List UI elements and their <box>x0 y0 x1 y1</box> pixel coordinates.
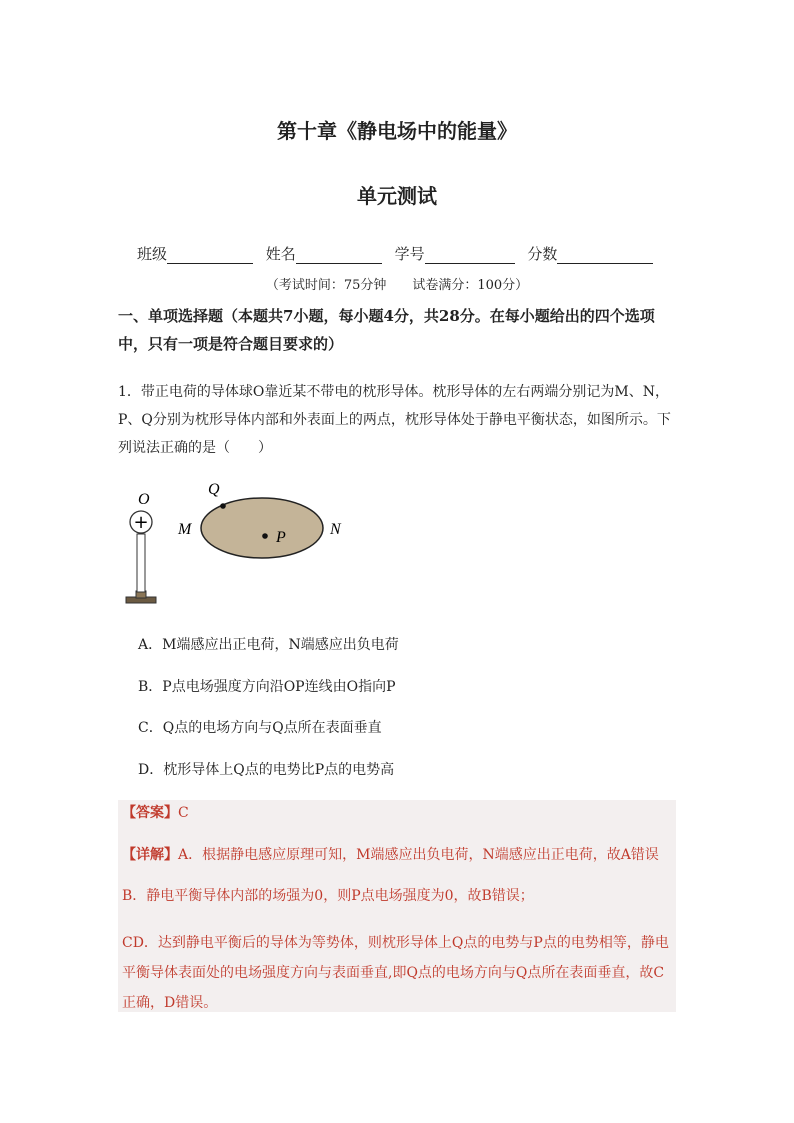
pillow-conductor <box>201 498 323 558</box>
detail-a-text: A．根据静电感应原理可知，M端感应出负电荷，N端感应出正电荷，故A错误 <box>178 847 659 863</box>
detail-line-cd: CD．达到静电平衡后的导体为等势体，则枕形导体上Q点的电势与P点的电势相等，静电平衡导体表面处的电场强度方向与表面垂直,即Q点的电场方向与Q点所在表面垂直，故C正确，D错误。 <box>122 935 669 1011</box>
score-label: 分数 <box>527 245 558 263</box>
option-d[interactable]: D．枕形导体上Q点的电势比P点的电势高 <box>138 762 395 778</box>
answer-value: C <box>178 805 189 821</box>
point-P <box>262 533 268 539</box>
conductor-figure <box>118 480 358 610</box>
plus-sign: + <box>133 512 149 533</box>
option-a[interactable]: A．M端感应出正电荷，N端感应出负电荷 <box>138 637 399 653</box>
label-Q: Q <box>208 481 220 498</box>
detail-line-b: B．静电平衡导体内部的场强为0，则P点电场强度为0，故B错误； <box>122 888 534 904</box>
section-heading: 一、单项选择题（本题共7小题，每小题4分，共28分。在每小题给出的四个选项中，只有一项是符合题目要求的） <box>118 307 655 353</box>
label-P: P <box>276 529 286 546</box>
class-label: 班级 <box>137 245 168 263</box>
answer-line <box>122 802 189 822</box>
page-subtitle: 单元测试 <box>357 184 437 208</box>
id-label: 学号 <box>394 245 425 263</box>
detail-tag: 【详解】 <box>122 847 178 863</box>
name-blank[interactable] <box>296 247 382 264</box>
label-O: O <box>138 491 150 508</box>
stand-pole <box>137 534 145 592</box>
point-Q <box>220 503 226 509</box>
option-b[interactable]: B．P点电场强度方向沿OP连线由O指向P <box>138 679 396 695</box>
score-blank[interactable] <box>557 247 653 264</box>
label-M: M <box>178 521 192 538</box>
student-info-row <box>137 243 653 264</box>
question-stem: 1．带正电荷的导体球O靠近某不带电的枕形导体。枕形导体的左右两端分别记为M、N，P、Q分别为枕形导体内部和外表面上的两点，枕形导体处于静电平衡状态，如图所示。下列说法正确的是（ ） <box>118 384 671 456</box>
name-label: 姓名 <box>265 245 296 263</box>
page-title: 第十章《静电场中的能量》 <box>277 119 517 143</box>
answer-tag: 【答案】 <box>122 805 178 821</box>
label-N: N <box>330 521 341 538</box>
exam-time-note: （考试时间：75分钟 试卷满分：100分） <box>265 278 529 293</box>
detail-line-a <box>122 844 659 864</box>
id-blank[interactable] <box>425 247 515 264</box>
class-blank[interactable] <box>167 247 253 264</box>
option-c[interactable]: C．Q点的电场方向与Q点所在表面垂直 <box>138 720 382 736</box>
